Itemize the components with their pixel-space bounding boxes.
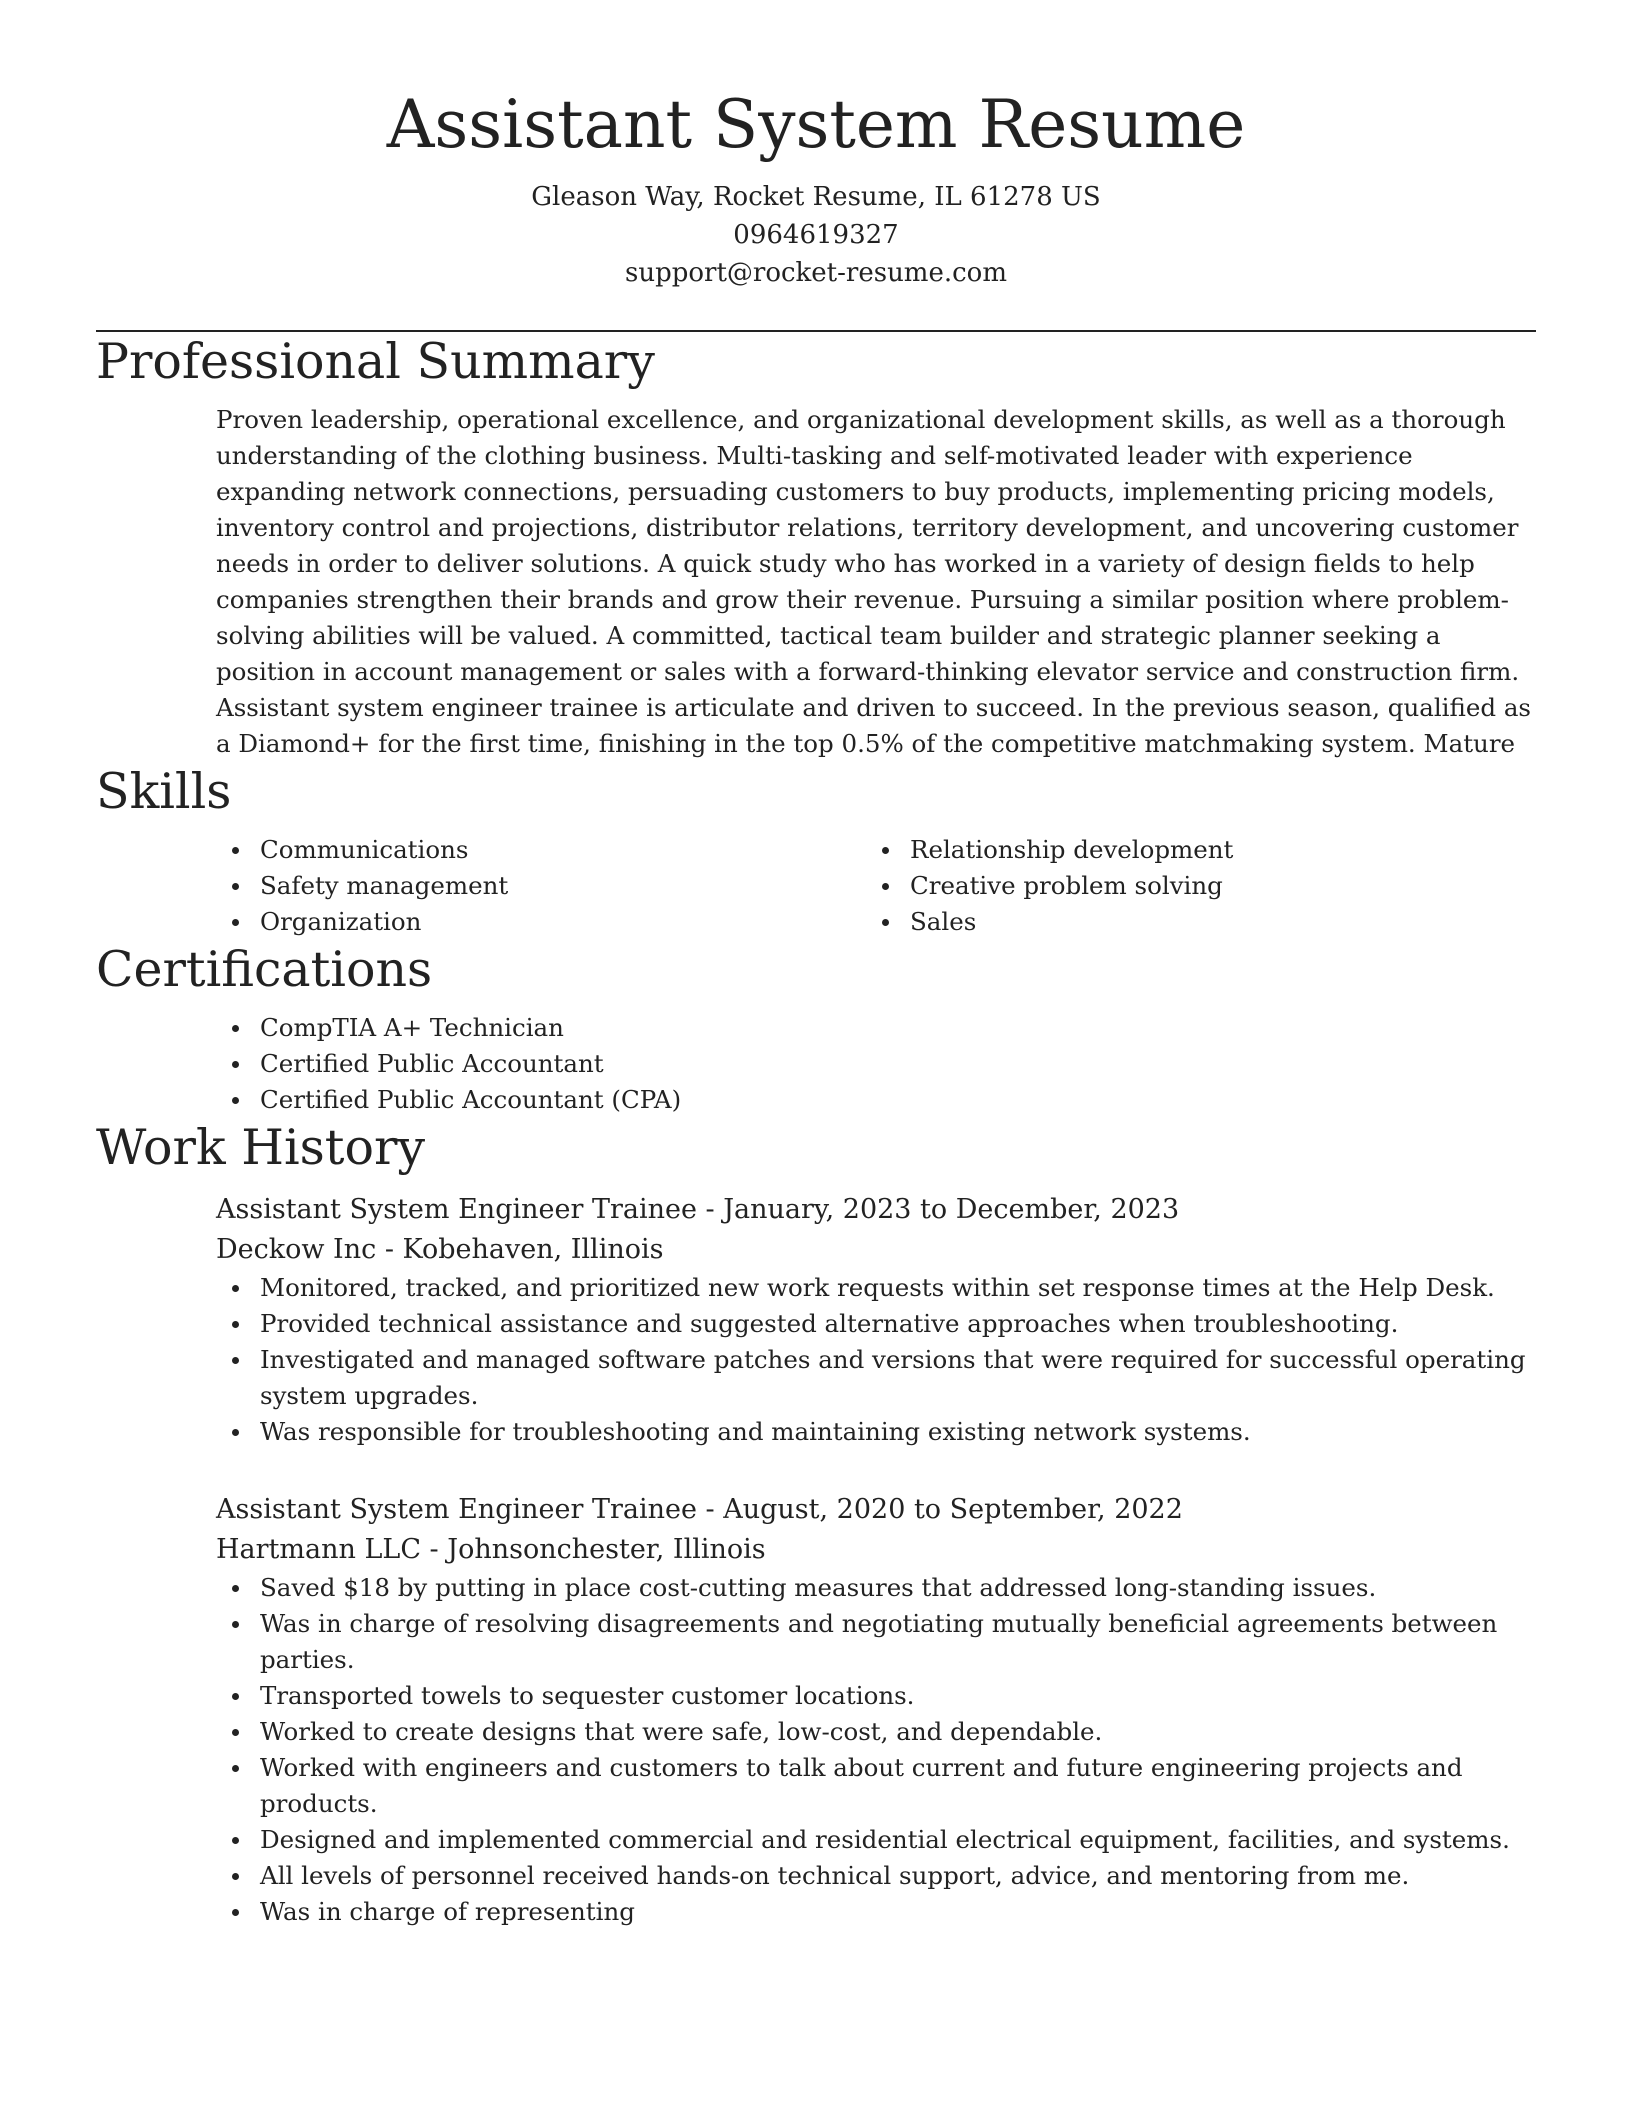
contact-email: support@rocket-resume.com	[624, 258, 1007, 288]
bullet-dot	[232, 1873, 239, 1880]
skill-item	[216, 832, 866, 868]
bullet-dot	[232, 1765, 239, 1772]
skills-column-right	[866, 832, 1516, 940]
job-duty-text: Was in charge of resolving disagreements and negotiating mutually beneficial agreements between parties.	[260, 1609, 1498, 1674]
certification-label: Certified Public Accountant (CPA)	[260, 1085, 682, 1114]
job-entry	[216, 1190, 1536, 1450]
job-duty-text: Transported towels to sequester customer locations.	[260, 1681, 915, 1710]
job-duty-item	[216, 1894, 1536, 1930]
job-duties-list	[216, 1270, 1536, 1450]
skill-item	[866, 904, 1516, 940]
bullet-dot	[882, 847, 889, 854]
work-history-heading: Work History	[96, 1119, 426, 1176]
certification-item	[216, 1046, 1536, 1082]
skills-section	[216, 832, 1536, 940]
bullet-dot	[232, 1097, 239, 1104]
summary-heading: Professional Summary	[96, 333, 655, 390]
job-duty-text: All levels of personnel received hands-on technical support, advice, and mentoring from me.	[260, 1861, 1410, 1890]
skill-item	[216, 904, 866, 940]
job-duty-item	[216, 1606, 1536, 1678]
skill-label: Sales	[910, 907, 977, 936]
skill-label: Creative problem solving	[910, 871, 1223, 900]
certification-label: CompTIA A+ Technician	[260, 1013, 564, 1042]
bullet-dot	[882, 883, 889, 890]
job-title-line: Assistant System Engineer Trainee - January, 2023 to December, 2023	[216, 1194, 1180, 1225]
bullet-dot	[232, 1025, 239, 1032]
job-duty-item	[216, 1342, 1536, 1414]
bullet-dot	[232, 1061, 239, 1068]
certifications-section	[216, 1010, 1536, 1118]
bullet-dot	[232, 1909, 239, 1916]
bullet-dot	[232, 1729, 239, 1736]
certification-item	[216, 1082, 1536, 1118]
skill-item	[216, 868, 866, 904]
resume-header	[96, 0, 1536, 292]
skill-item	[866, 832, 1516, 868]
job-duty-text: Saved $18 by putting in place cost-cutting measures that addressed long-standing issues.	[260, 1573, 1377, 1602]
bullet-dot	[882, 919, 889, 926]
job-duty-text: Designed and implemented commercial and residential electrical equipment, facilities, and systems.	[260, 1825, 1510, 1854]
bullet-dot	[232, 1621, 239, 1628]
skill-label: Organization	[260, 907, 422, 936]
contact-block	[96, 178, 1536, 292]
job-duty-item	[216, 1822, 1536, 1858]
job-company-line: Deckow Inc - Kobehaven, Illinois	[216, 1234, 664, 1265]
certification-label: Certified Public Accountant	[260, 1049, 604, 1078]
bullet-dot	[232, 919, 239, 926]
skills-heading: Skills	[96, 763, 232, 820]
bullet-dot	[232, 1429, 239, 1436]
job-duty-item	[216, 1714, 1536, 1750]
bullet-dot	[232, 1357, 239, 1364]
certifications-list	[216, 1010, 1536, 1118]
skills-list-right	[866, 832, 1516, 940]
skill-label: Safety management	[260, 871, 509, 900]
job-duty-item	[216, 1270, 1536, 1306]
job-duties-list	[216, 1570, 1536, 1930]
work-history-section	[216, 1190, 1536, 1930]
skills-column-left	[216, 832, 866, 940]
job-duty-text: Was in charge of representing	[260, 1897, 635, 1926]
bullet-dot	[232, 1585, 239, 1592]
job-title-line: Assistant System Engineer Trainee - August, 2020 to September, 2022	[216, 1494, 1183, 1525]
certification-item	[216, 1010, 1536, 1046]
job-duty-text: Worked with engineers and customers to talk about current and future engineering projects and products.	[260, 1753, 1463, 1818]
job-duty-item	[216, 1858, 1536, 1894]
skill-label: Communications	[260, 835, 469, 864]
certifications-heading: Certifications	[96, 941, 433, 998]
resume-name: Assistant System Resume	[386, 86, 1246, 163]
bullet-dot	[232, 1321, 239, 1328]
job-company-line: Hartmann LLC - Johnsonchester, Illinois	[216, 1534, 766, 1565]
bullet-dot	[232, 847, 239, 854]
job-entry	[216, 1490, 1536, 1930]
job-duty-item	[216, 1306, 1536, 1342]
skill-label: Relationship development	[910, 835, 1234, 864]
contact-phone: 0964619327	[733, 220, 899, 250]
summary-text: Proven leadership, operational excellence, and organizational development skills, as well as a thorough understanding of the clothing business. Multi-tasking and self-motivated leader with experience expanding network connections, persuading customers to buy products, implementing pricing models, inventory control and projections, distributor relations, territory development, and uncovering customer needs in order to deliver solutions. A quick study who has worked in a variety of design fields to help companies strengthen their brands and grow their revenue. Pursuing a similar position where problem-solving abilities will be valued. A committed, tactical team builder and strategic planner seeking a position in account management or sales with a forward-thinking elevator service and construction firm. Assistant system engineer trainee is articulate and driven to succeed. In the previous season, qualified as a Diamond+ for the first time, finishing in the top 0.5% of the competitive matchmaking system. Mature	[216, 405, 1532, 758]
job-duty-item	[216, 1570, 1536, 1606]
job-duty-text: Worked to create designs that were safe, low-cost, and dependable.	[260, 1717, 1103, 1746]
job-duty-item	[216, 1678, 1536, 1714]
bullet-dot	[232, 883, 239, 890]
bullet-dot	[232, 1693, 239, 1700]
skill-item	[866, 868, 1516, 904]
job-duty-text: Investigated and managed software patches and versions that were required for successful operating system upgrades.	[260, 1345, 1526, 1410]
job-duty-text: Provided technical assistance and suggested alternative approaches when troubleshooting.	[260, 1309, 1399, 1338]
bullet-dot	[232, 1837, 239, 1844]
job-duty-text: Was responsible for troubleshooting and maintaining existing network systems.	[260, 1417, 1251, 1446]
skills-list-left	[216, 832, 866, 940]
summary-section	[216, 402, 1536, 762]
job-duty-item	[216, 1414, 1536, 1450]
job-duty-text: Monitored, tracked, and prioritized new work requests within set response times at the Help Desk.	[260, 1273, 1495, 1302]
bullet-dot	[232, 1285, 239, 1292]
contact-address: Gleason Way, Rocket Resume, IL 61278 US	[531, 182, 1101, 212]
job-duty-item	[216, 1750, 1536, 1822]
